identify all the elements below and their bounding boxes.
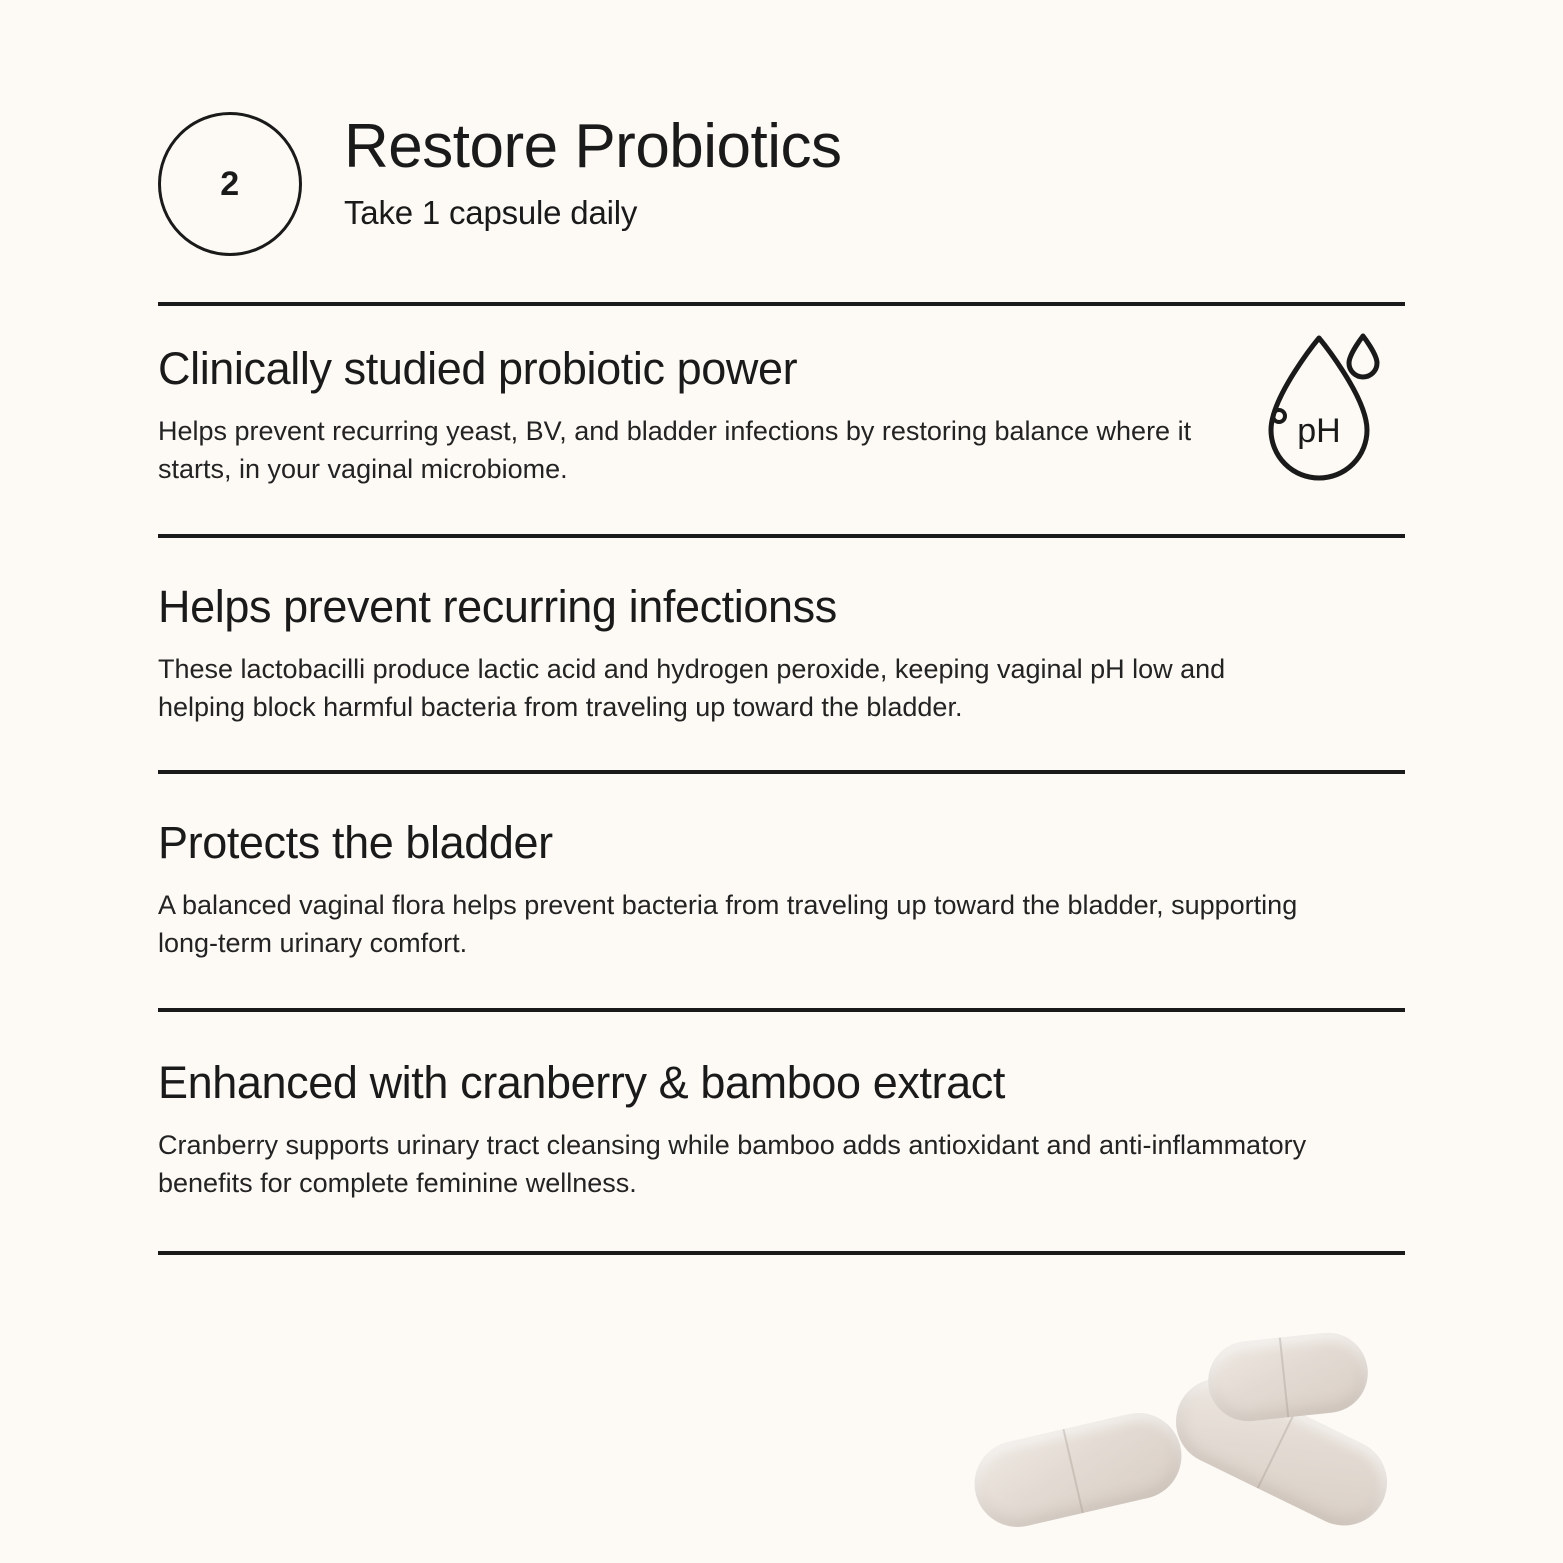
feature-description: A balanced vaginal flora helps prevent bacteria from traveling up toward the bladder, supporting long-term urinary comfort. [158, 889, 1298, 959]
feature-title: Clinically studied probiotic power [158, 343, 798, 394]
capsule-image [973, 1323, 1433, 1563]
card-header [158, 108, 1405, 256]
feature-block-1 [158, 306, 1405, 534]
page-subtitle: Take 1 capsule daily [344, 194, 638, 231]
feature-block-3 [158, 774, 1405, 1008]
step-number-label: 2 [220, 164, 240, 203]
page-title: Restore Probiotics [344, 112, 842, 181]
svg-text:pH: pH [1297, 412, 1341, 450]
step-number-badge [158, 112, 302, 256]
feature-block-2 [158, 538, 1405, 770]
capsule [966, 1404, 1190, 1535]
header-text-group [344, 108, 842, 232]
ph-drop-icon [1249, 324, 1389, 484]
capsule [1204, 1329, 1371, 1425]
feature-description: These lactobacilli produce lactic acid and hydrogen peroxide, keeping vaginal pH low and helping block harmful bacteria from traveling up toward the bladder. [158, 653, 1226, 722]
capsule [1162, 1364, 1402, 1540]
feature-description: Cranberry supports urinary tract cleansing while bamboo adds antioxidant and anti-inflammatory benefits for complete feminine wellness. [158, 1129, 1307, 1199]
feature-description: Helps prevent recurring yeast, BV, and bladder infections by restoring balance where it starts, in your vaginal microbiome. [158, 415, 1192, 484]
feature-block-4 [158, 1012, 1405, 1250]
feature-title: Protects the bladder [158, 817, 553, 869]
divider-bottom [158, 1251, 1405, 1255]
feature-title: Enhanced with cranberry & bamboo extract [158, 1057, 1005, 1109]
feature-title: Helps prevent recurring infectionss [158, 581, 837, 633]
